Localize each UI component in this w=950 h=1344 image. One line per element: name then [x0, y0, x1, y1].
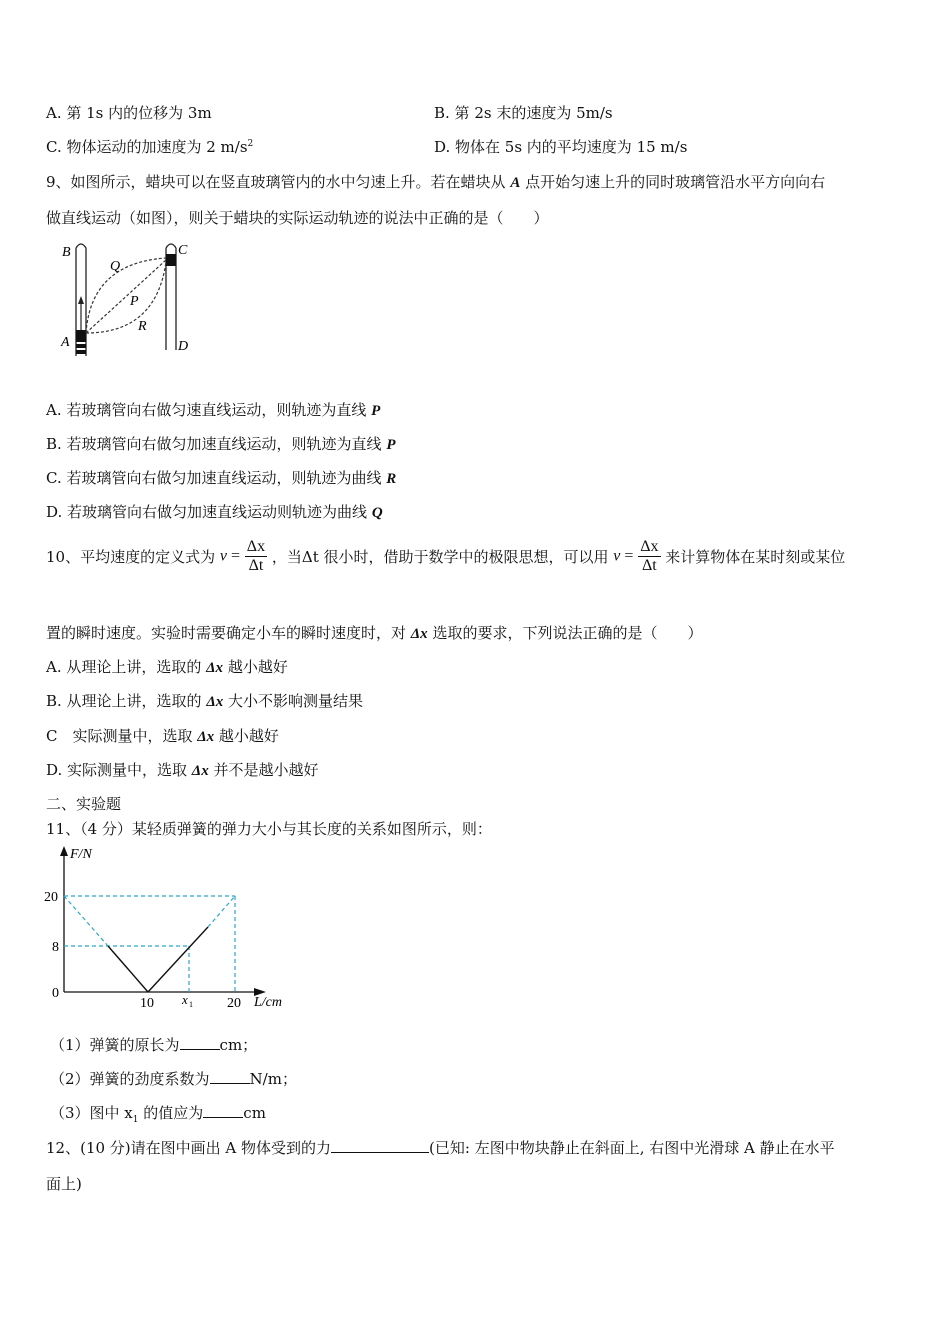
q11-sub3 — [50, 1102, 266, 1125]
q9-stem-pre: 9、如图所示，蜡块可以在竖直玻璃管内的水中匀速上升。若在蜡块从 — [46, 173, 511, 191]
trajectory-p — [86, 260, 166, 333]
y-tick-8: 8 — [52, 940, 59, 955]
q9-option-d-text: D. 若玻璃管向右做匀加速直线运动则轨迹为曲线 — [46, 503, 372, 521]
q11-sub1-pre: （1）弹簧的原长为 — [50, 1036, 180, 1054]
y-axis-label: F/N — [70, 847, 92, 862]
q11-sub3-post: cm — [243, 1104, 266, 1122]
wax-block-a — [76, 330, 86, 342]
q11-sub3-mid: 的值应为 — [138, 1104, 204, 1122]
q10-option-b-pre: B. 从理论上讲，选取的 — [46, 692, 207, 710]
q10-eq: = — [226, 547, 241, 565]
q12-blank[interactable] — [331, 1152, 429, 1153]
label-b: B — [62, 245, 71, 260]
velocity-arrowhead — [78, 296, 84, 304]
x-tick-x1: x — [182, 992, 188, 1007]
q11-sub3-sub: 1 — [132, 1115, 139, 1125]
q11-sub2-post: N/m； — [249, 1070, 297, 1088]
q11-sub3-blank[interactable] — [203, 1117, 243, 1118]
q10-option-d-dx: Δx — [191, 763, 209, 779]
q11-graph — [40, 842, 310, 1017]
q12-stem-pre: 12、(10 分)请在图中画出 A 物体受到的力 — [46, 1139, 332, 1157]
q10-dx: Δx — [410, 626, 428, 642]
q9-option-a-text: A. 若玻璃管向右做匀速直线运动，则轨迹为直线 — [46, 401, 372, 419]
tube-base-left-2 — [76, 350, 86, 354]
q10-fraction-2-den: Δt — [642, 557, 657, 574]
q10-eq-2: = — [620, 547, 634, 565]
q10-option-a-post: 越小越好 — [223, 658, 288, 676]
section-heading: 二、实验题 — [46, 795, 122, 813]
x-tick-10: 10 — [140, 996, 154, 1011]
q11-sub2-blank[interactable] — [210, 1083, 250, 1084]
q9-stem-post: 点开始匀速上升的同时玻璃管沿水平方向向右 — [520, 173, 826, 191]
q11-sub1-blank[interactable] — [180, 1049, 220, 1050]
guide-diag-right — [208, 896, 235, 927]
y-tick-0: 0 — [52, 986, 59, 1001]
q10-option-b — [46, 690, 363, 711]
q8-option-c-sup: 2 — [247, 139, 254, 149]
q11-sub1-post: cm； — [219, 1036, 258, 1054]
q11-stem: 11、（4 分）某轻质弹簧的弹力大小与其长度的关系如图所示，则： — [46, 820, 492, 838]
q10-option-d-post: 并不是越小越好 — [208, 761, 319, 779]
label-c: C — [178, 243, 188, 258]
label-q: Q — [110, 259, 121, 274]
q9-stem-line2: 做直线运动（如图），则关于蜡块的实际运动轨迹的说法中正确的是（ ） — [46, 209, 549, 227]
q10-option-c-post: 越小越好 — [214, 727, 279, 745]
q9-option-b — [46, 433, 396, 454]
q10-fraction-1-num: Δx — [246, 538, 266, 555]
q10-stem-line2 — [46, 622, 702, 643]
q8-option-b: B. 第 2s 末的速度为 5m/s — [434, 104, 613, 122]
q10-v: v — [219, 547, 227, 565]
q10-option-a — [46, 656, 288, 677]
q12-stem-line2: 面上) — [46, 1175, 82, 1193]
q10-stem-post: 来计算物体在某时刻或某位 — [665, 548, 846, 566]
q10-option-c-pre: C 实际测量中，选取 — [46, 727, 198, 745]
q8-option-c-text: C. 物体运动的加速度为 2 m/s — [46, 138, 248, 156]
q9-option-b-var: P — [386, 437, 396, 453]
q10-stem-line2-post: 选取的要求，下列说法正确的是（ ） — [427, 624, 703, 642]
q10-option-d — [46, 759, 318, 780]
guide-diag-left — [64, 896, 108, 946]
q11-sub1 — [50, 1034, 257, 1055]
tube-base-left — [76, 344, 86, 348]
q9-option-a-var: P — [371, 403, 381, 419]
q11-sub3-pre: （3）图中 x — [50, 1104, 133, 1122]
label-a: A — [61, 335, 70, 350]
wax-block-c — [166, 254, 176, 266]
q9-figure — [56, 238, 206, 363]
q10-option-c — [46, 725, 279, 746]
q10-v-2: v — [613, 547, 621, 565]
q10-fraction-2-num: Δx — [640, 538, 659, 555]
q10-stem-line1 — [46, 538, 845, 575]
label-r: R — [138, 319, 147, 334]
q10-fraction-1-den: Δt — [248, 557, 264, 574]
force-line-right — [148, 927, 208, 992]
q9-option-c-var: R — [386, 471, 397, 487]
q10-option-d-pre: D. 实际测量中，选取 — [46, 761, 192, 779]
q10-option-b-dx: Δx — [206, 694, 224, 710]
q8-option-d: D. 物体在 5s 内的平均速度为 15 m/s — [434, 138, 688, 156]
q12-stem-line1 — [46, 1137, 835, 1158]
x-axis-label: L/cm — [254, 995, 282, 1010]
y-axis-arrow — [60, 846, 68, 856]
q10-option-b-post: 大小不影响测量结果 — [223, 692, 364, 710]
q9-option-a — [46, 399, 380, 420]
q9-option-c-text: C. 若玻璃管向右做匀加速直线运动，则轨迹为曲线 — [46, 469, 387, 487]
q9-option-b-text: B. 若玻璃管向右做匀加速直线运动，则轨迹为直线 — [46, 435, 387, 453]
label-d: D — [178, 339, 189, 354]
q10-option-a-pre: A. 从理论上讲，选取的 — [46, 658, 207, 676]
q11-sub2 — [50, 1068, 297, 1089]
q9-option-d-var: Q — [371, 505, 383, 521]
x-tick-20: 20 — [227, 996, 241, 1011]
label-p: P — [130, 294, 139, 309]
q10-fraction-2 — [638, 538, 660, 575]
q9-option-c — [46, 467, 396, 488]
q10-fraction-1 — [245, 538, 267, 575]
q8-option-a: A. 第 1s 内的位移为 3m — [46, 104, 212, 122]
q11-sub2-pre: （2）弹簧的劲度系数为 — [50, 1070, 210, 1088]
q9-stem-line1 — [46, 171, 825, 192]
force-line-left — [108, 946, 148, 992]
q9-point-a: A — [510, 175, 521, 191]
q10-option-a-dx: Δx — [206, 660, 224, 676]
y-tick-20: 20 — [44, 890, 58, 905]
x-tick-x1-sub: 1 — [189, 1000, 193, 1009]
q12-stem-post: (已知: 左图中物块静止在斜面上, 右图中光滑球 A 静止在水平 — [429, 1139, 835, 1157]
q9-option-d — [46, 501, 383, 522]
q10-stem-pre: 10、平均速度的定义式为 — [46, 548, 216, 566]
q10-stem-line2-pre: 置的瞬时速度。实验时需要确定小车的瞬时速度时，对 — [46, 624, 411, 642]
q8-option-c — [46, 136, 253, 157]
q10-stem-mid: ，当Δt 很小时，借助于数学中的极限思想，可以用 — [271, 548, 609, 566]
q10-option-c-dx: Δx — [197, 729, 215, 745]
